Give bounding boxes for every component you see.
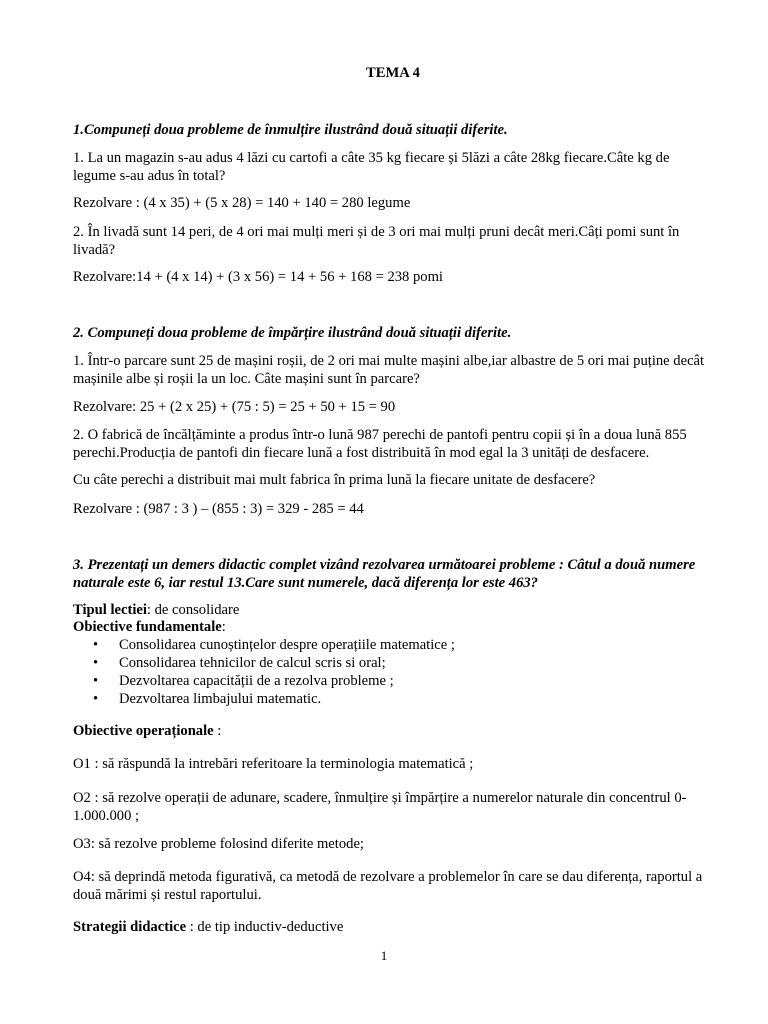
list-item: • Dezvoltarea limbajului matematic.	[73, 690, 713, 708]
objective-o1: O1 : să răspundă la intrebări referitoare la terminologia matematică ;	[73, 756, 474, 772]
section1-solution2: Rezolvare:14 + (4 x 14) + (3 x 56) = 14 + 56 + 168 = 238 pomi	[73, 269, 443, 285]
fundamental-objectives-list	[73, 636, 713, 708]
lesson-type-value: : de consolidare	[146, 602, 240, 618]
operational-objectives-label: Obiective operaționale	[73, 723, 214, 739]
section2-solution1: Rezolvare: 25 + (2 x 25) + (75 : 5) = 25 + 50 + 15 = 90	[73, 399, 396, 415]
lesson-type	[73, 601, 713, 619]
list-item: • Consolidarea tehnicilor de calcul scris si oral;	[73, 654, 713, 672]
document-title: TEMA 4	[366, 65, 420, 81]
operational-objectives	[73, 722, 713, 740]
section2-problem2: 2. O fabrică de încălțăminte a produs într-o lună 987 perechi de pantofi pentru copii și în a doua lună 855 perechi.Producția de pantofi din fiecare lună a fost distribuită în mod egal la 3 unități de desfacere.	[73, 427, 687, 461]
section2-solution2: Rezolvare : (987 : 3 ) – (855 : 3) = 329 - 285 = 44	[73, 501, 364, 517]
section2-question2: Cu câte perechi a distribuit mai mult fabrica în prima lună la fiecare unitate de desfacere?	[73, 472, 596, 488]
section3-heading: 3. Prezentați un demers didactic complet vizând rezolvarea următoarei probleme : Câtul a două numere naturale este 6, iar restul 13.Care sunt numerele, dacă diferența lor este 463?	[73, 557, 696, 591]
fundamental-objectives-colon: :	[221, 619, 226, 635]
section1-problem1: 1. La un magazin s-au adus 4 lăzi cu cartofi a câte 35 kg fiecare și 5lăzi a câte 28kg fiecare.Câte kg de legume s-au adus în total?	[73, 150, 670, 184]
section2-heading: 2. Compuneți doua probleme de împărțire ilustrând două situații diferite.	[73, 325, 512, 341]
objective-o3: O3: să rezolve probleme folosind diferite metode;	[73, 836, 364, 852]
operational-objectives-colon: :	[213, 723, 222, 739]
section1-heading: 1.Compuneți doua probleme de înmulțire ilustrând două situații diferite.	[73, 122, 508, 138]
lesson-type-label: Tipul lectiei	[73, 602, 147, 618]
list-item: • Consolidarea cunoștințelor despre operațiile matematice ;	[73, 636, 713, 654]
didactic-strategies	[73, 918, 713, 936]
didactic-strategies-value: : de tip inductiv-deductive	[186, 919, 344, 935]
page-number: 1	[380, 948, 388, 963]
objective-o4: O4: să deprindă metoda figurativă, ca metodă de rezolvare a problemelor în care se dau diferența, raportul a două mărimi și restul raportului.	[73, 869, 703, 903]
section2-problem1: 1. Într-o parcare sunt 25 de mașini roșii, de 2 ori mai multe mașini albe,iar albastre de 5 ori mai puține decât mașinile albe și roșii la un loc. Câte mașini sunt în parcare?	[73, 353, 705, 387]
section1-problem2: 2. În livadă sunt 14 peri, de 4 ori mai mulți meri și de 3 ori mai mulți pruni decât meri.Câți pomi sunt în livadă?	[73, 224, 680, 258]
fundamental-objectives-label: Obiective fundamentale	[73, 619, 222, 635]
fundamental-objectives	[73, 618, 713, 636]
list-item: • Dezvoltarea capacității de a rezolva probleme ;	[73, 672, 713, 690]
section1-solution1: Rezolvare : (4 x 35) + (5 x 28) = 140 + 140 = 280 legume	[73, 195, 411, 211]
objective-o2: O2 : să rezolve operații de adunare, scadere, înmulțire și împărțire a numerelor naturale din concentrul 0- 1.000.000 ;	[73, 790, 687, 824]
didactic-strategies-label: Strategii didactice	[73, 919, 187, 935]
